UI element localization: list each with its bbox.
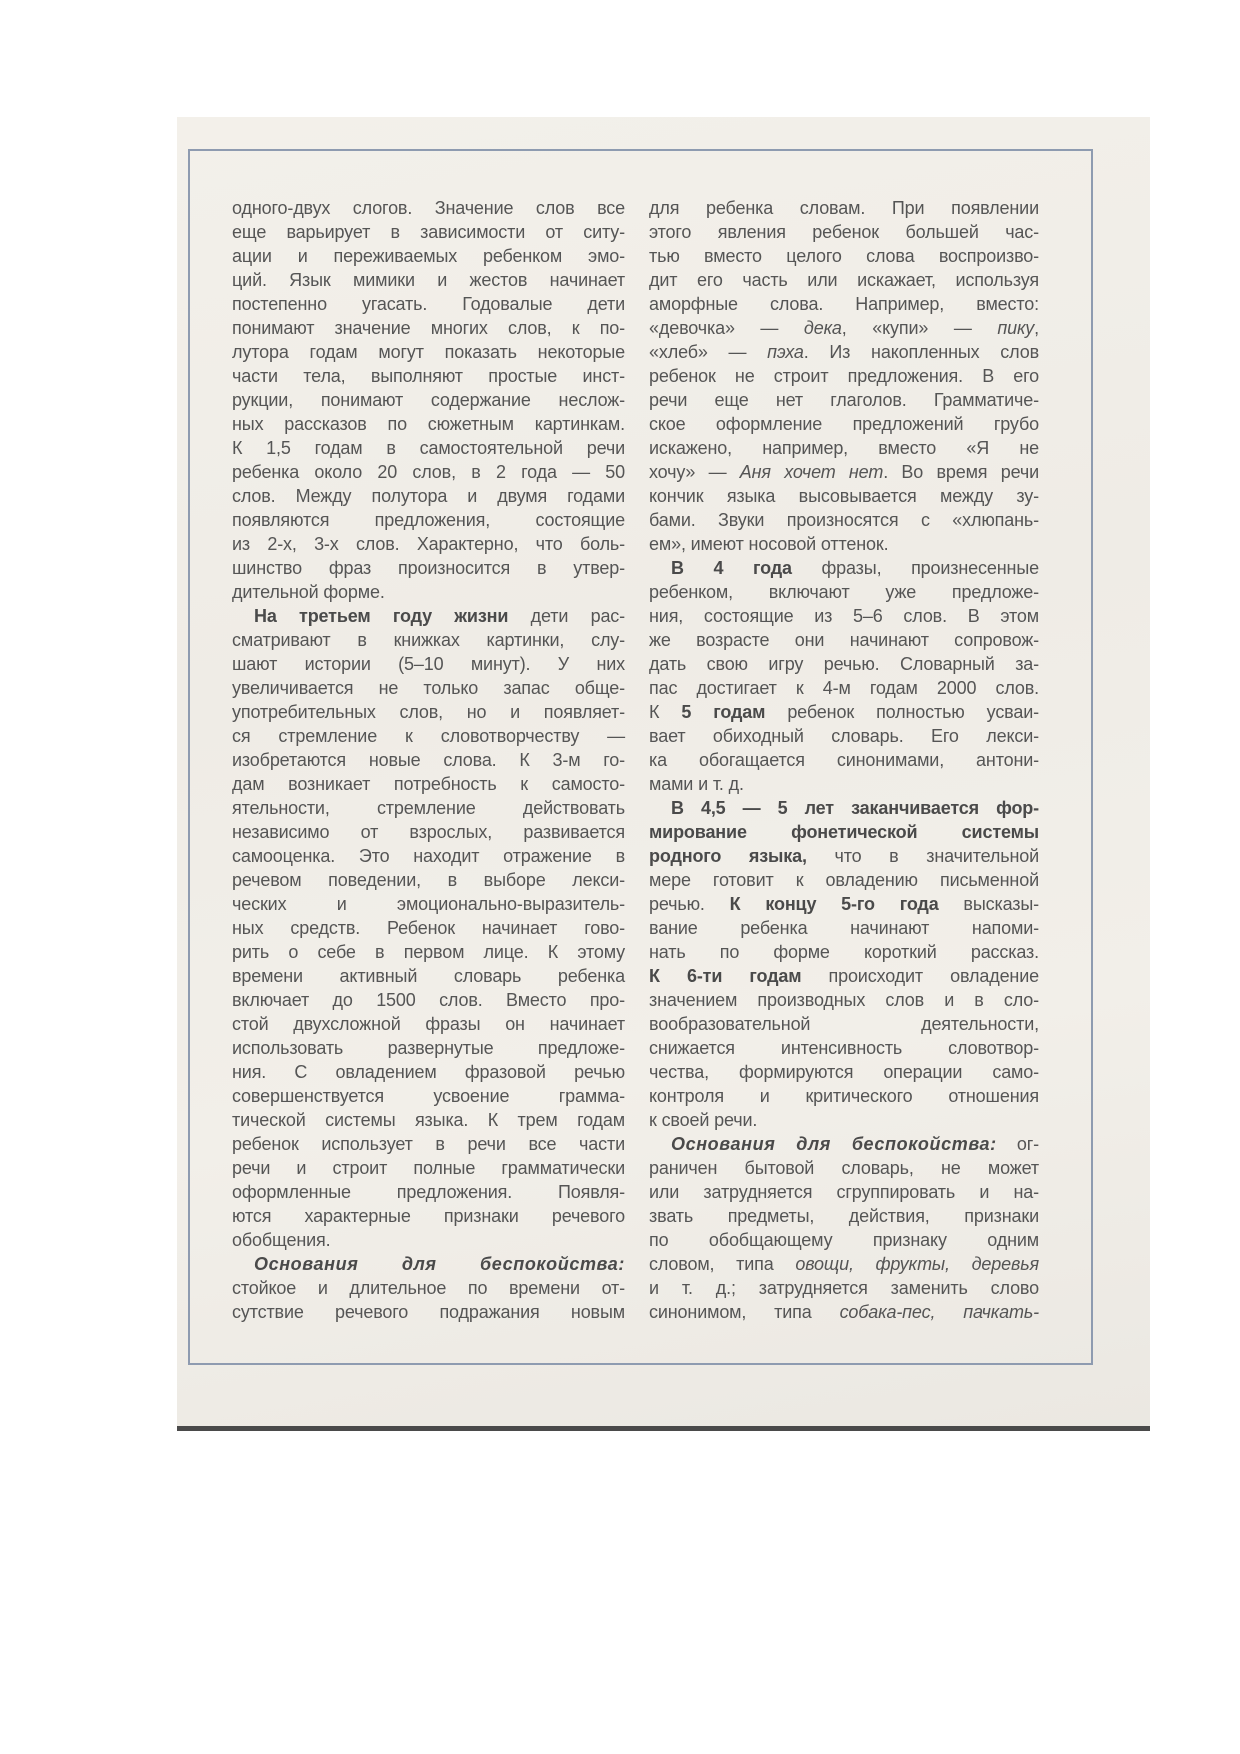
text-line: постепенно угасать. Годовалые дети — [232, 294, 625, 314]
italic-text: пику — [997, 318, 1035, 338]
text-segment: . Во время речи — [883, 462, 1039, 482]
text-line: кончик языка высовывается между зу- — [649, 486, 1039, 506]
text-line: из 2-х, 3-х слов. Характерно, что боль- — [232, 534, 625, 554]
text-line: речевом поведении, в выборе лекси- — [232, 870, 625, 890]
text-line — [232, 1252, 625, 1276]
text-line: употребительных слов, но и появляет- — [232, 702, 625, 722]
text-line: дит его часть или искажает, используя — [649, 270, 1039, 290]
text-line: ния. С овладением фразовой речью — [232, 1062, 625, 1082]
bold-text: родного языка, — [649, 846, 807, 866]
text-line: ации и переживаемых ребенком эмо- — [232, 246, 625, 266]
text-line — [649, 1300, 1039, 1324]
text-line: ций. Язык мимики и жестов начинает — [232, 270, 625, 290]
text-line: и т. д.; затрудняется заменить слово — [649, 1278, 1039, 1298]
text-line: части тела, выполняют простые инст- — [232, 366, 625, 386]
text-line: пас достигает к 4-м годам 2000 слов. — [649, 678, 1039, 698]
italic-text: овощи, фрукты, деревья — [795, 1254, 1040, 1274]
text-line: тью вместо целого слова воспроизво- — [649, 246, 1039, 266]
text-line: обобщения. — [232, 1230, 331, 1250]
text-line — [649, 556, 1039, 580]
text-line: стой двухсложной фразы он начинает — [232, 1014, 625, 1034]
text-line: К 1,5 годам в самостоятельной речи — [232, 438, 625, 458]
text-segment: речью. — [649, 894, 730, 914]
text-line: появляются предложения, состоящие — [232, 510, 625, 530]
text-segment: ребенок полностью усваи- — [765, 702, 1040, 722]
text-line: ятельности, стремление действовать — [232, 798, 625, 818]
text-line: ных средств. Ребенок начинает гово- — [232, 918, 625, 938]
bold-text: мирование фонетической системы — [649, 822, 1039, 842]
paragraph — [232, 1252, 625, 1324]
text-line: слов. Между полутора и двумя годами — [232, 486, 625, 506]
text-line: тической системы языка. К трем годам — [232, 1110, 625, 1130]
text-line: ся стремление к словотворчеству — — [232, 726, 625, 746]
text-line: совершенствуется усвоение грамма- — [232, 1086, 625, 1106]
text-line: снижается интенсивность словотвор- — [649, 1038, 1039, 1058]
text-line: ское оформление предложений грубо — [649, 414, 1039, 434]
text-line: рить о себе в первом лице. К этому — [232, 942, 625, 962]
text-line: включает до 1500 слов. Вместо про- — [232, 990, 625, 1010]
text-line: лутора годам могут показать некоторые — [232, 342, 625, 362]
text-line: независимо от взрослых, развивается — [232, 822, 625, 842]
text-line: мами и т. д. — [649, 774, 744, 794]
text-line: значением производных слов и в сло- — [649, 990, 1039, 1010]
text-line: этого явления ребенок большей час- — [649, 222, 1039, 242]
text-line: сутствие речевого подражания новым — [232, 1302, 625, 1322]
text-segment: «хлеб» — — [649, 342, 768, 362]
bold-text: К концу 5-го года — [729, 894, 939, 914]
text-line: бами. Звуки произносятся с «хлюпань- — [649, 510, 1039, 530]
text-segment: , «купи» — — [841, 318, 998, 338]
text-line — [232, 604, 625, 628]
bold-italic-heading: Основания для беспокойства: — [254, 1254, 625, 1274]
text-line: ются характерные признаки речевого — [232, 1206, 625, 1226]
text-line: ка обогащается синонимами, антони- — [649, 750, 1039, 770]
text-line — [649, 1132, 1039, 1156]
paragraph — [232, 604, 625, 1252]
text-line — [649, 892, 1039, 916]
text-line — [649, 1252, 1039, 1276]
paragraph — [649, 1132, 1039, 1324]
bold-text: В 4 года — [671, 558, 792, 578]
bold-text: К 6-ти годам — [649, 966, 802, 986]
text-line: одного-двух слогов. Значение слов все — [232, 198, 625, 218]
text-line: искажено, например, вместо «Я не — [649, 438, 1039, 458]
text-line — [649, 316, 1039, 340]
italic-text: пэха — [767, 342, 804, 362]
text-line: ных рассказов по сюжетным картинкам. — [232, 414, 625, 434]
text-segment: происходит овладение — [801, 966, 1039, 986]
paragraph — [649, 796, 1039, 1132]
text-segment: хочу» — — [649, 462, 740, 482]
text-column-right — [649, 196, 1039, 1324]
text-line: шинство фраз произносится в утвер- — [232, 558, 625, 578]
text-segment: синонимом, типа — [649, 1302, 840, 1322]
italic-text: собака-пес, пачкать- — [839, 1302, 1040, 1322]
text-line: речи еще нет глаголов. Грамматиче- — [649, 390, 1039, 410]
text-line: вание ребенка начинают напоми- — [649, 918, 1039, 938]
scan-edge-shadow — [177, 1426, 1150, 1431]
text-line: еще варьирует в зависимости от ситу- — [232, 222, 625, 242]
text-line: сматривают в книжках картинки, слу- — [232, 630, 625, 650]
text-segment: высказы- — [938, 894, 1039, 914]
paragraph — [649, 196, 1039, 556]
text-segment: фразы, произнесенные — [791, 558, 1039, 578]
text-line — [649, 700, 1039, 724]
text-line — [649, 964, 1039, 988]
text-line: речи и строит полные грамматически — [232, 1158, 625, 1178]
text-line: дительной форме. — [232, 582, 385, 602]
text-segment: что в значительной — [806, 846, 1040, 866]
text-line: использовать развернутые предложе- — [232, 1038, 625, 1058]
text-line: ребенка около 20 слов, в 2 года — 50 — [232, 462, 625, 482]
bold-text: На третьем году жизни — [254, 606, 509, 626]
text-line: понимают значение многих слов, к по- — [232, 318, 625, 338]
text-line — [649, 820, 1039, 844]
text-line: аморфные слова. Например, вместо: — [649, 294, 1039, 314]
text-segment: «девочка» — — [649, 318, 804, 338]
text-line: чества, формируются операции само- — [649, 1062, 1039, 1082]
text-line — [649, 796, 1039, 820]
text-line: для ребенка словам. При появлении — [649, 198, 1039, 218]
text-line: ческих и эмоционально-выразитель- — [232, 894, 625, 914]
text-line: рукции, понимают содержание неслож- — [232, 390, 625, 410]
text-segment: словом, типа — [649, 1254, 796, 1274]
paragraph — [232, 196, 625, 604]
text-line: же возрасте они начинают сопровож- — [649, 630, 1039, 650]
paragraph — [649, 556, 1039, 796]
text-segment: ог- — [996, 1134, 1039, 1154]
text-segment: . Из накопленных слов — [803, 342, 1039, 362]
bold-text: В 4,5 — 5 лет заканчивается фор- — [671, 798, 1039, 818]
text-line: ния, состоящие из 5–6 слов. В этом — [649, 606, 1039, 626]
text-line: времени активный словарь ребенка — [232, 966, 625, 986]
text-segment: , — [1034, 318, 1040, 338]
italic-text: Аня хочет нет — [739, 462, 884, 482]
text-line — [649, 460, 1039, 484]
text-line: самооценка. Это находит отражение в — [232, 846, 625, 866]
italic-text: дека — [803, 318, 842, 338]
text-line: нать по форме короткий рассказ. — [649, 942, 1039, 962]
text-line: оформленные предложения. Появля- — [232, 1182, 625, 1202]
text-line: ребенок использует в речи все части — [232, 1134, 625, 1154]
text-line: раничен бытовой словарь, не может — [649, 1158, 1039, 1178]
text-line: по обобщающему признаку одним — [649, 1230, 1039, 1250]
text-line: вообразовательной деятельности, — [649, 1014, 1039, 1034]
text-line: увеличивается не только запас обще- — [232, 678, 625, 698]
text-line: ребенком, включают уже предложе- — [649, 582, 1039, 602]
text-line: стойкое и длительное по времени от- — [232, 1278, 625, 1298]
bold-text: 5 годам — [681, 702, 766, 722]
bold-italic-heading: Основания для беспокойства: — [671, 1134, 997, 1154]
text-line: вает обиходный словарь. Его лекси- — [649, 726, 1039, 746]
text-line — [649, 844, 1039, 868]
text-line: звать предметы, действия, признаки — [649, 1206, 1039, 1226]
text-line: ребенок не строит предложения. В его — [649, 366, 1039, 386]
text-line: ем», имеют носовой оттенок. — [649, 534, 889, 554]
text-segment: К — [649, 702, 682, 722]
text-line: контроля и критического отношения — [649, 1086, 1039, 1106]
text-segment: дети рас- — [508, 606, 625, 626]
text-line: дам возникает потребность к самосто- — [232, 774, 625, 794]
text-line: к своей речи. — [649, 1110, 758, 1130]
text-line: или затрудняется сгруппировать и на- — [649, 1182, 1039, 1202]
text-line: мере готовит к овладению письменной — [649, 870, 1039, 890]
text-line: дать свою игру речью. Словарный за- — [649, 654, 1039, 674]
text-column-left — [232, 196, 625, 1324]
text-line: изобретаются новые слова. К 3-м го- — [232, 750, 625, 770]
text-line — [649, 340, 1039, 364]
text-line: шают истории (5–10 минут). У них — [232, 654, 625, 674]
